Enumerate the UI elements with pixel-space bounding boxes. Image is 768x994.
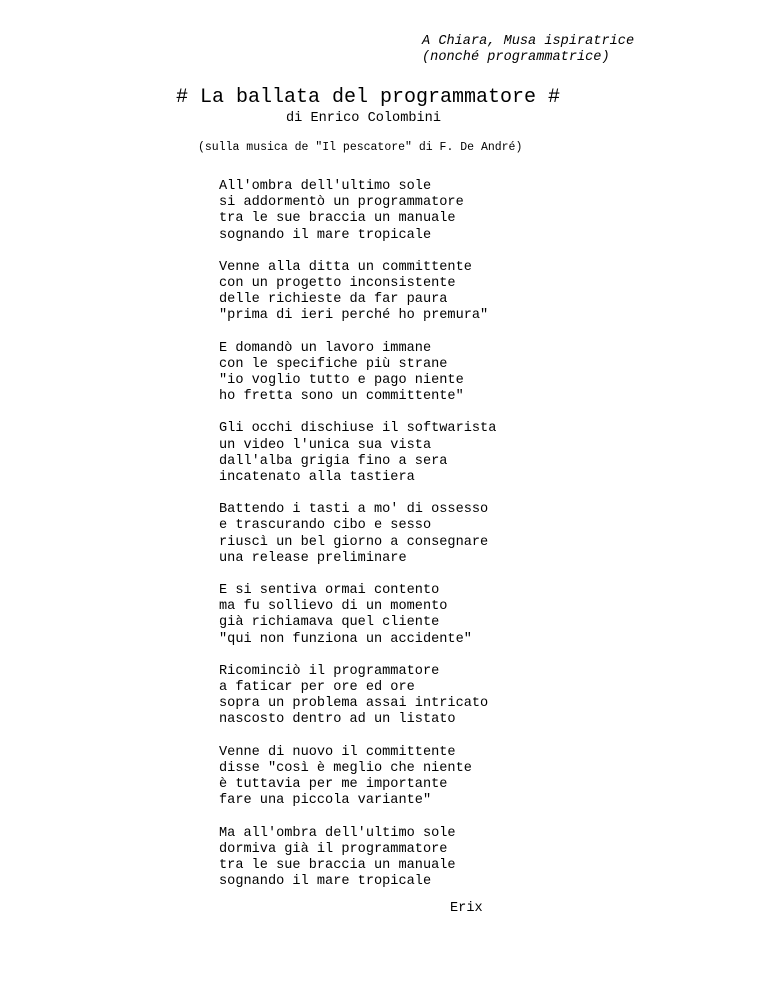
verse-line: riuscì un bel giorno a consegnare (219, 534, 489, 550)
stanza (219, 341, 559, 406)
verse-line: incatenato alla tastiera (219, 470, 415, 486)
verse-line: si addormentò un programmatore (219, 195, 464, 211)
verse-line: tra le sue braccia un manuale (219, 857, 456, 873)
verse-line: disse "così è meglio che niente (219, 760, 472, 776)
stanza (219, 179, 559, 244)
verse-line: ho fretta sono un committente" (219, 389, 464, 405)
dedication-line: A Chiara, Musa ispiratrice (422, 34, 635, 49)
verse-line: un video l'unica sua vista (219, 437, 432, 453)
stanza (219, 260, 559, 325)
poem-subtitle: (sulla musica de "Il pescatore" di F. De André) (198, 141, 523, 154)
verse-line: E domandò un lavoro immane (219, 340, 432, 356)
verse-line: E si sentiva ormai contento (219, 583, 440, 599)
verse-line: dormiva già il programmatore (219, 841, 448, 857)
stanza (219, 745, 559, 810)
dedication-line: (nonché programmatrice) (422, 50, 610, 66)
verse-line: con un progetto inconsistente (219, 276, 456, 292)
stanza (219, 583, 559, 648)
verse-line: sognando il mare tropicale (219, 227, 432, 243)
verse-line: delle richieste da far paura (219, 292, 448, 308)
verse-line: e trascurando cibo e sesso (219, 518, 432, 534)
verse-line: tra le sue braccia un manuale (219, 211, 456, 227)
verse-line: Ma all'ombra dell'ultimo sole (219, 825, 456, 841)
poem-author: di Enrico Colombini (286, 111, 441, 126)
verse-line: "io voglio tutto e pago niente (219, 373, 464, 389)
verse-line: già richiamava quel cliente (219, 615, 440, 631)
verse-line: è tuttavia per me importante (219, 777, 448, 793)
stanza (219, 421, 559, 486)
verse-line: All'ombra dell'ultimo sole (219, 179, 432, 194)
verse-line: nascosto dentro ad un listato (219, 712, 456, 728)
verse-line: "prima di ieri perché ho premura" (219, 308, 489, 324)
verse-line: una release preliminare (219, 550, 407, 566)
verse-line: a faticar per ore ed ore (219, 680, 415, 696)
poem-body (219, 179, 559, 906)
verse-line: ma fu sollievo di un momento (219, 599, 448, 615)
verse-line: "qui non funziona un accidente" (219, 631, 472, 647)
verse-line: con le specifiche più strane (219, 356, 448, 372)
dedication (422, 34, 634, 66)
verse-line: Gli occhi dischiuse il softwarista (219, 421, 497, 437)
verse-line: fare una piccola variante" (219, 793, 432, 809)
verse-line: Venne alla ditta un committente (219, 259, 472, 275)
verse-line: Ricominciò il programmatore (219, 663, 440, 679)
verse-line: dall'alba grigia fino a sera (219, 453, 448, 469)
stanza (219, 664, 559, 729)
stanza (219, 502, 559, 567)
verse-line: Battendo i tasti a mo' di ossesso (219, 502, 489, 518)
poem-title: # La ballata del programmatore # (176, 86, 561, 109)
verse-line: Venne di nuovo il committente (219, 744, 456, 760)
signature: Erix (450, 901, 483, 916)
verse-line: sopra un problema assai intricato (219, 696, 489, 712)
verse-line: sognando il mare tropicale (219, 874, 432, 890)
stanza (219, 826, 559, 891)
